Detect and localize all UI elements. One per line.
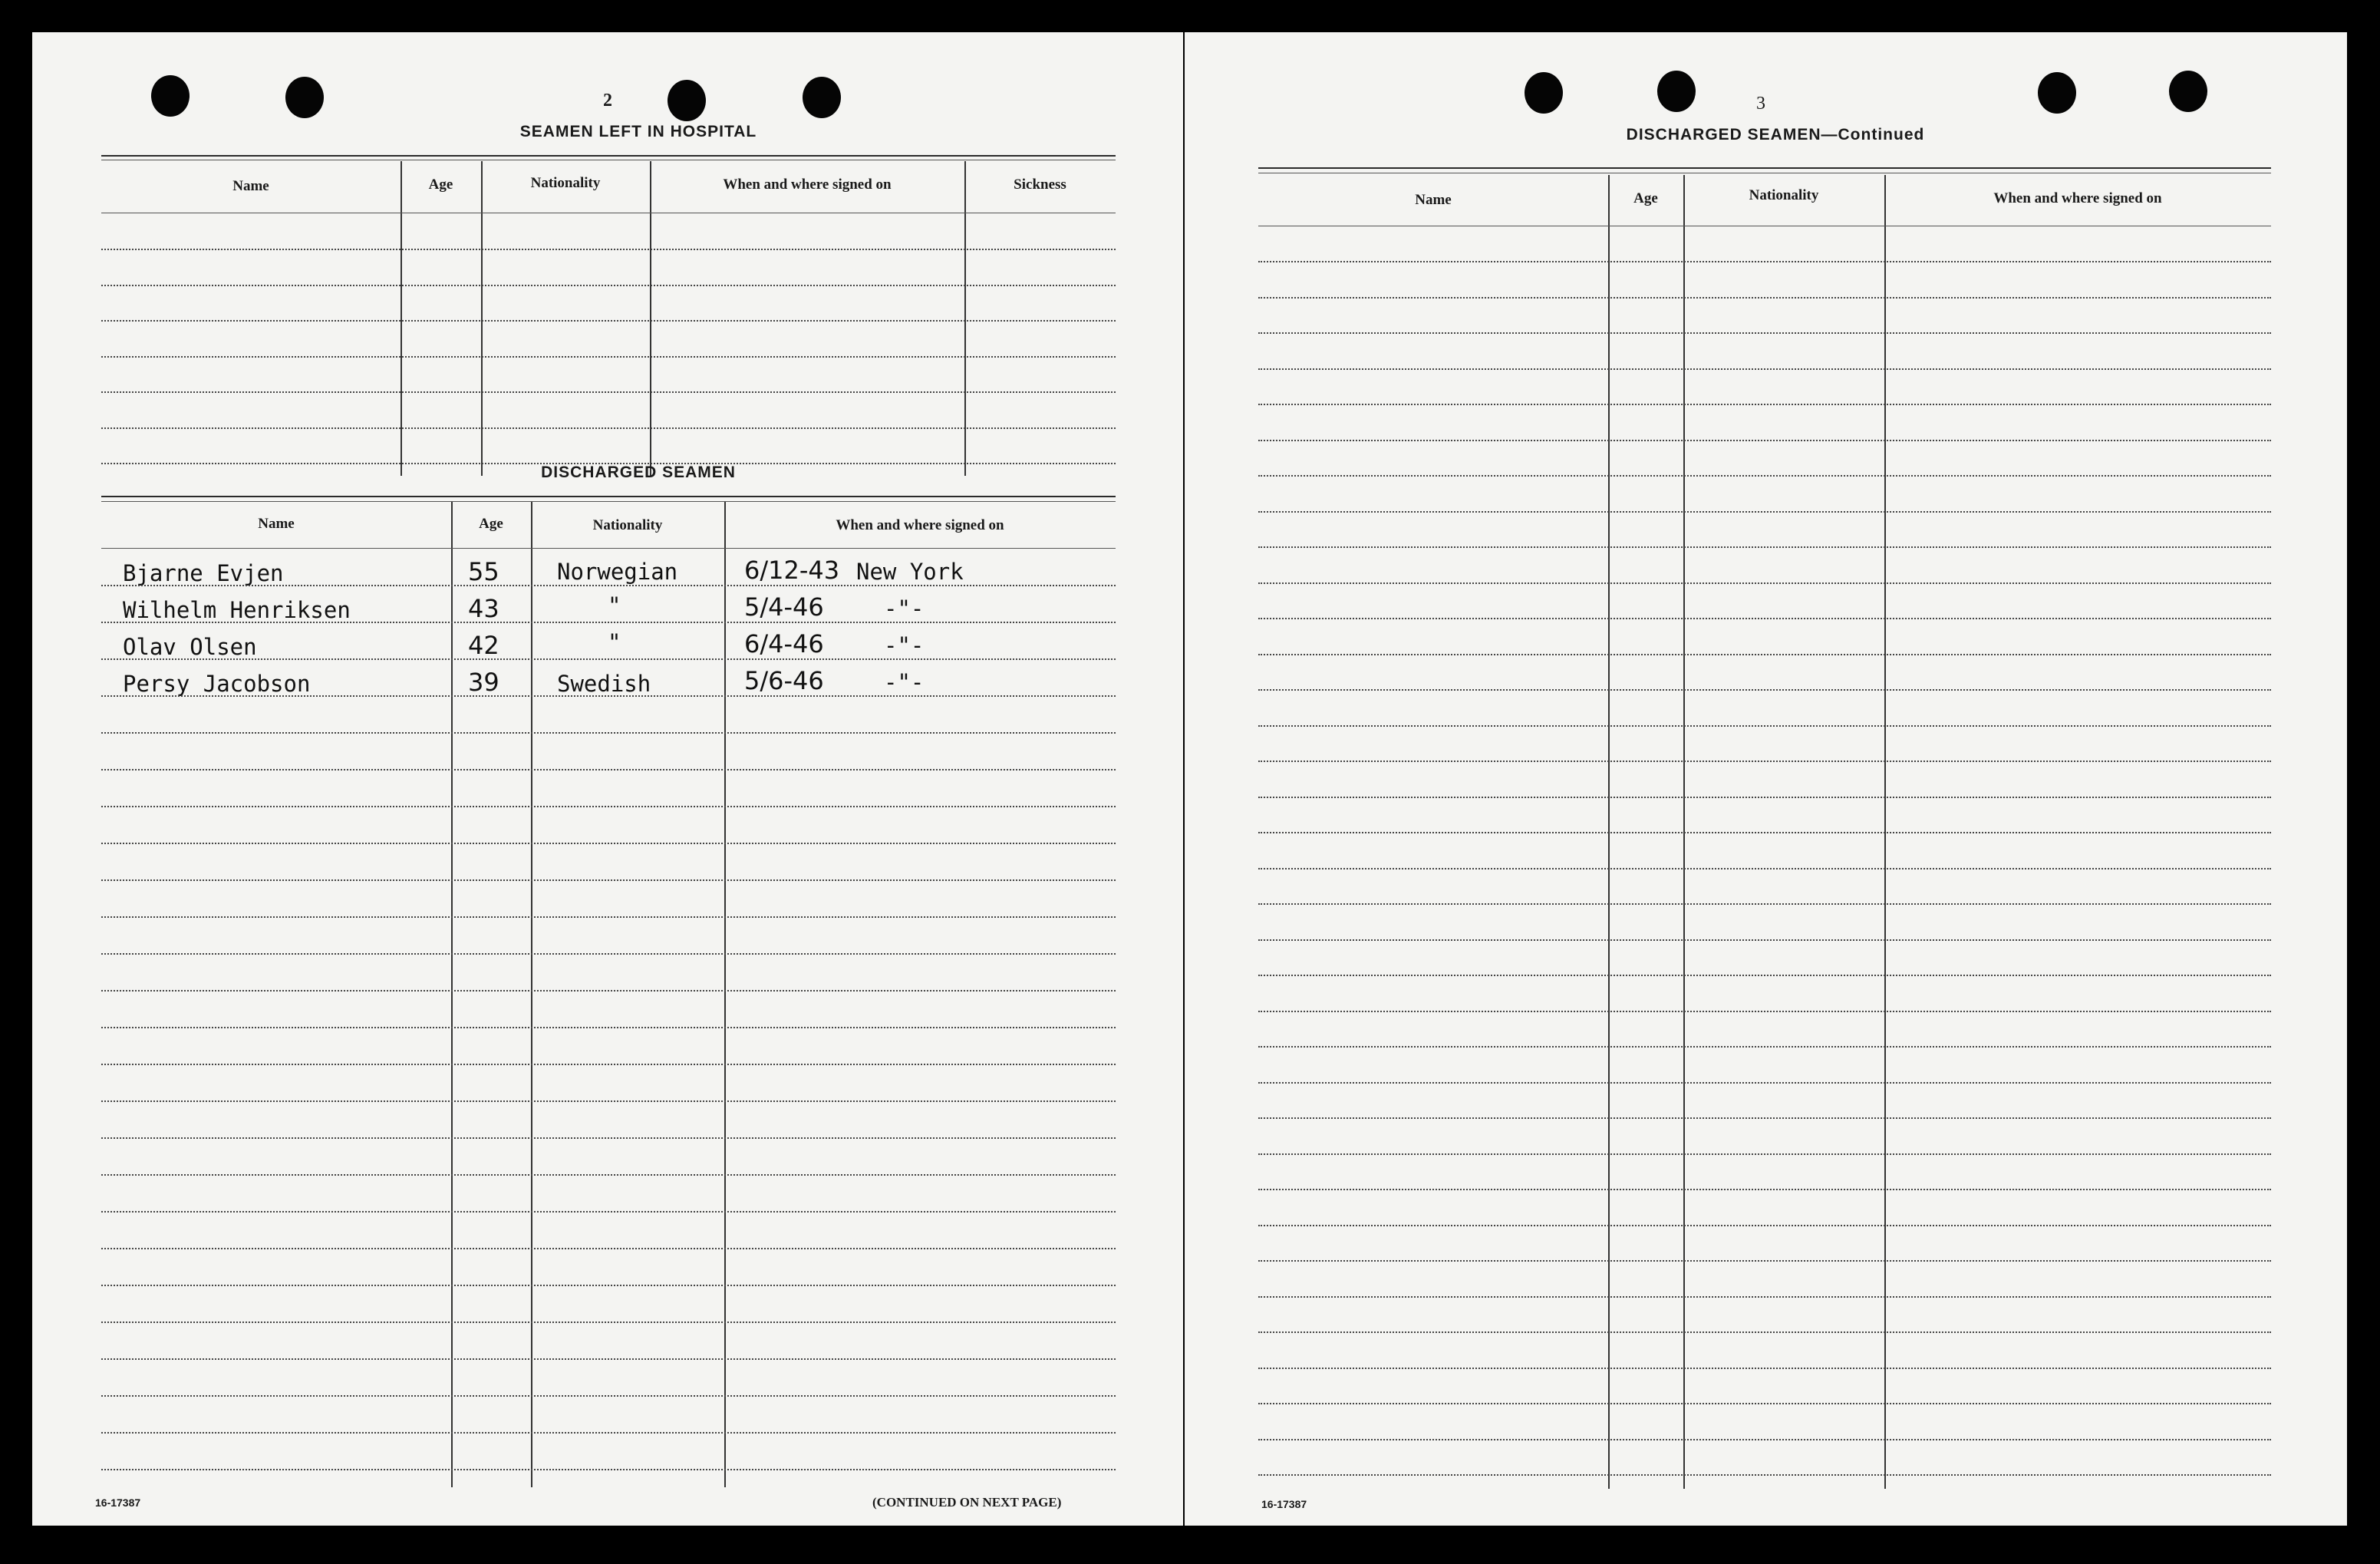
- ruled-line: [1258, 1403, 2271, 1404]
- ruled-line: [1258, 797, 2271, 798]
- ruled-line: [1258, 1117, 2271, 1119]
- punch-hole: [2169, 71, 2207, 112]
- table-top-rule: [101, 155, 1116, 157]
- ruled-line: [1258, 582, 2271, 584]
- signed-on-place: New York: [856, 559, 964, 585]
- ruled-line: [1258, 1296, 2271, 1298]
- ruled-line: [101, 391, 1116, 393]
- continued-note: (CONTINUED ON NEXT PAGE): [872, 1495, 1062, 1510]
- signed-on-date: 6/4-46: [744, 629, 824, 658]
- signed-on-date: 5/6-46: [744, 666, 824, 695]
- seaman-name: Bjarne Evjen: [123, 560, 284, 586]
- ruled-line: [101, 953, 1116, 955]
- ruled-line: [101, 916, 1116, 918]
- seaman-name: Olav Olsen: [123, 634, 257, 660]
- ruled-line: [101, 769, 1116, 770]
- ruled-line: [101, 249, 1116, 250]
- ruled-line: [101, 1174, 1116, 1176]
- ruled-line: [101, 1100, 1116, 1102]
- ruled-line: [101, 585, 1116, 586]
- ruled-line: [1258, 1368, 2271, 1369]
- column-header-age: Age: [428, 177, 453, 193]
- seaman-nationality: Swedish: [557, 671, 651, 697]
- column-header-age: Age: [1633, 190, 1658, 206]
- page-number: 2: [603, 91, 612, 111]
- ruled-line: [101, 427, 1116, 429]
- column-header-name: Name: [232, 178, 269, 194]
- column-header-signed-on: When and where signed on: [836, 517, 1004, 533]
- column-header-signed-on: When and where signed on: [723, 177, 892, 193]
- ruled-line: [1258, 368, 2271, 370]
- ruled-line: [1258, 475, 2271, 477]
- signed-on-place: -"-: [884, 669, 925, 695]
- ruled-line: [101, 990, 1116, 992]
- table-top-rule: [101, 501, 1116, 502]
- ruled-line: [101, 320, 1116, 322]
- form-number: 16-17387: [95, 1496, 141, 1509]
- ruled-line: [1258, 903, 2271, 905]
- ruled-line: [101, 1321, 1116, 1323]
- ruled-line: [101, 1469, 1116, 1470]
- ruled-line: [1258, 654, 2271, 655]
- seaman-nationality: Norwegian: [557, 559, 678, 585]
- seaman-name: Persy Jacobson: [123, 671, 311, 697]
- ruled-line: [1258, 1153, 2271, 1155]
- ruled-line: [101, 356, 1116, 358]
- ruled-line: [1258, 725, 2271, 727]
- ruled-line: [1258, 868, 2271, 869]
- header-underline: [101, 548, 1116, 549]
- form-number: 16-17387: [1261, 1498, 1307, 1510]
- column-header-nationality: Nationality: [530, 175, 601, 191]
- ruled-line: [1258, 689, 2271, 691]
- ruled-line: [1258, 332, 2271, 334]
- ruled-line: [101, 622, 1116, 623]
- ruled-line: [1258, 1011, 2271, 1012]
- column-divider: [964, 161, 966, 476]
- discharged-section-title: DISCHARGED SEAMEN: [541, 464, 736, 481]
- page-number: 3: [1756, 94, 1765, 114]
- ruled-line: [1258, 440, 2271, 441]
- left-page: [32, 32, 1183, 1526]
- seaman-nationality: ": [608, 592, 621, 619]
- ruled-line: [101, 1027, 1116, 1028]
- ruled-line: [1258, 1331, 2271, 1333]
- column-divider: [724, 502, 726, 1487]
- ruled-line: [1258, 1225, 2271, 1226]
- column-divider: [531, 502, 532, 1487]
- column-header-nationality: Nationality: [1749, 187, 1819, 203]
- ruled-line: [101, 806, 1116, 807]
- ruled-line: [1258, 404, 2271, 405]
- ruled-line: [1258, 1046, 2271, 1048]
- column-header-sickness: Sickness: [1014, 177, 1066, 193]
- punch-hole: [1525, 72, 1563, 114]
- ruled-line: [101, 1395, 1116, 1397]
- column-divider: [451, 502, 453, 1487]
- seaman-age: 55: [468, 557, 499, 586]
- column-divider: [481, 161, 483, 476]
- column-header-age: Age: [479, 516, 503, 532]
- column-header-nationality: Nationality: [592, 517, 663, 533]
- ruled-line: [101, 732, 1116, 734]
- ruled-line: [1258, 261, 2271, 262]
- right-page: [1185, 32, 2347, 1526]
- punch-hole: [2038, 72, 2076, 114]
- punch-hole: [151, 75, 190, 117]
- ruled-line: [1258, 1260, 2271, 1262]
- ruled-line: [1258, 1082, 2271, 1084]
- ruled-line: [1258, 1189, 2271, 1190]
- ruled-line: [1258, 297, 2271, 299]
- ruled-line: [1258, 546, 2271, 548]
- ruled-line: [1258, 618, 2271, 619]
- column-header-signed-on: When and where signed on: [1993, 190, 2162, 206]
- seaman-name: Wilhelm Henriksen: [123, 597, 351, 623]
- ruled-line: [1258, 1474, 2271, 1476]
- punch-hole: [803, 77, 841, 118]
- ruled-line: [101, 695, 1116, 697]
- ruled-line: [101, 843, 1116, 844]
- table-top-rule: [1258, 167, 2271, 169]
- ruled-line: [1258, 939, 2271, 941]
- punch-hole: [1657, 71, 1696, 112]
- punch-hole: [668, 80, 706, 121]
- signed-on-place: -"-: [884, 632, 925, 658]
- signed-on-date: 5/4-46: [744, 592, 824, 622]
- seaman-age: 42: [468, 631, 499, 660]
- seaman-nationality: ": [608, 629, 621, 655]
- page-title: DISCHARGED SEAMEN—Continued: [1626, 126, 1925, 144]
- signed-on-place: -"-: [884, 596, 925, 622]
- column-divider: [401, 161, 402, 476]
- ruled-line: [101, 1248, 1116, 1249]
- ruled-line: [101, 1211, 1116, 1213]
- ruled-line: [1258, 761, 2271, 762]
- ruled-line: [101, 658, 1116, 660]
- ruled-line: [1258, 832, 2271, 833]
- ruled-line: [101, 879, 1116, 881]
- seaman-age: 43: [468, 594, 499, 623]
- punch-hole: [285, 77, 324, 118]
- ruled-line: [101, 1285, 1116, 1286]
- ruled-line: [1258, 1439, 2271, 1440]
- ruled-line: [101, 1064, 1116, 1065]
- column-header-name: Name: [1415, 192, 1452, 208]
- hospital-section-title: SEAMEN LEFT IN HOSPITAL: [519, 123, 757, 140]
- ruled-line: [101, 1432, 1116, 1434]
- ruled-line: [101, 1137, 1116, 1139]
- ruled-line: [101, 1358, 1116, 1360]
- ruled-line: [1258, 975, 2271, 976]
- ruled-line: [101, 285, 1116, 286]
- signed-on-date: 6/12-43: [744, 556, 840, 585]
- table-top-rule: [101, 496, 1116, 497]
- column-header-name: Name: [258, 516, 295, 532]
- ruled-line: [1258, 511, 2271, 513]
- seaman-age: 39: [468, 668, 499, 697]
- column-divider: [650, 161, 651, 476]
